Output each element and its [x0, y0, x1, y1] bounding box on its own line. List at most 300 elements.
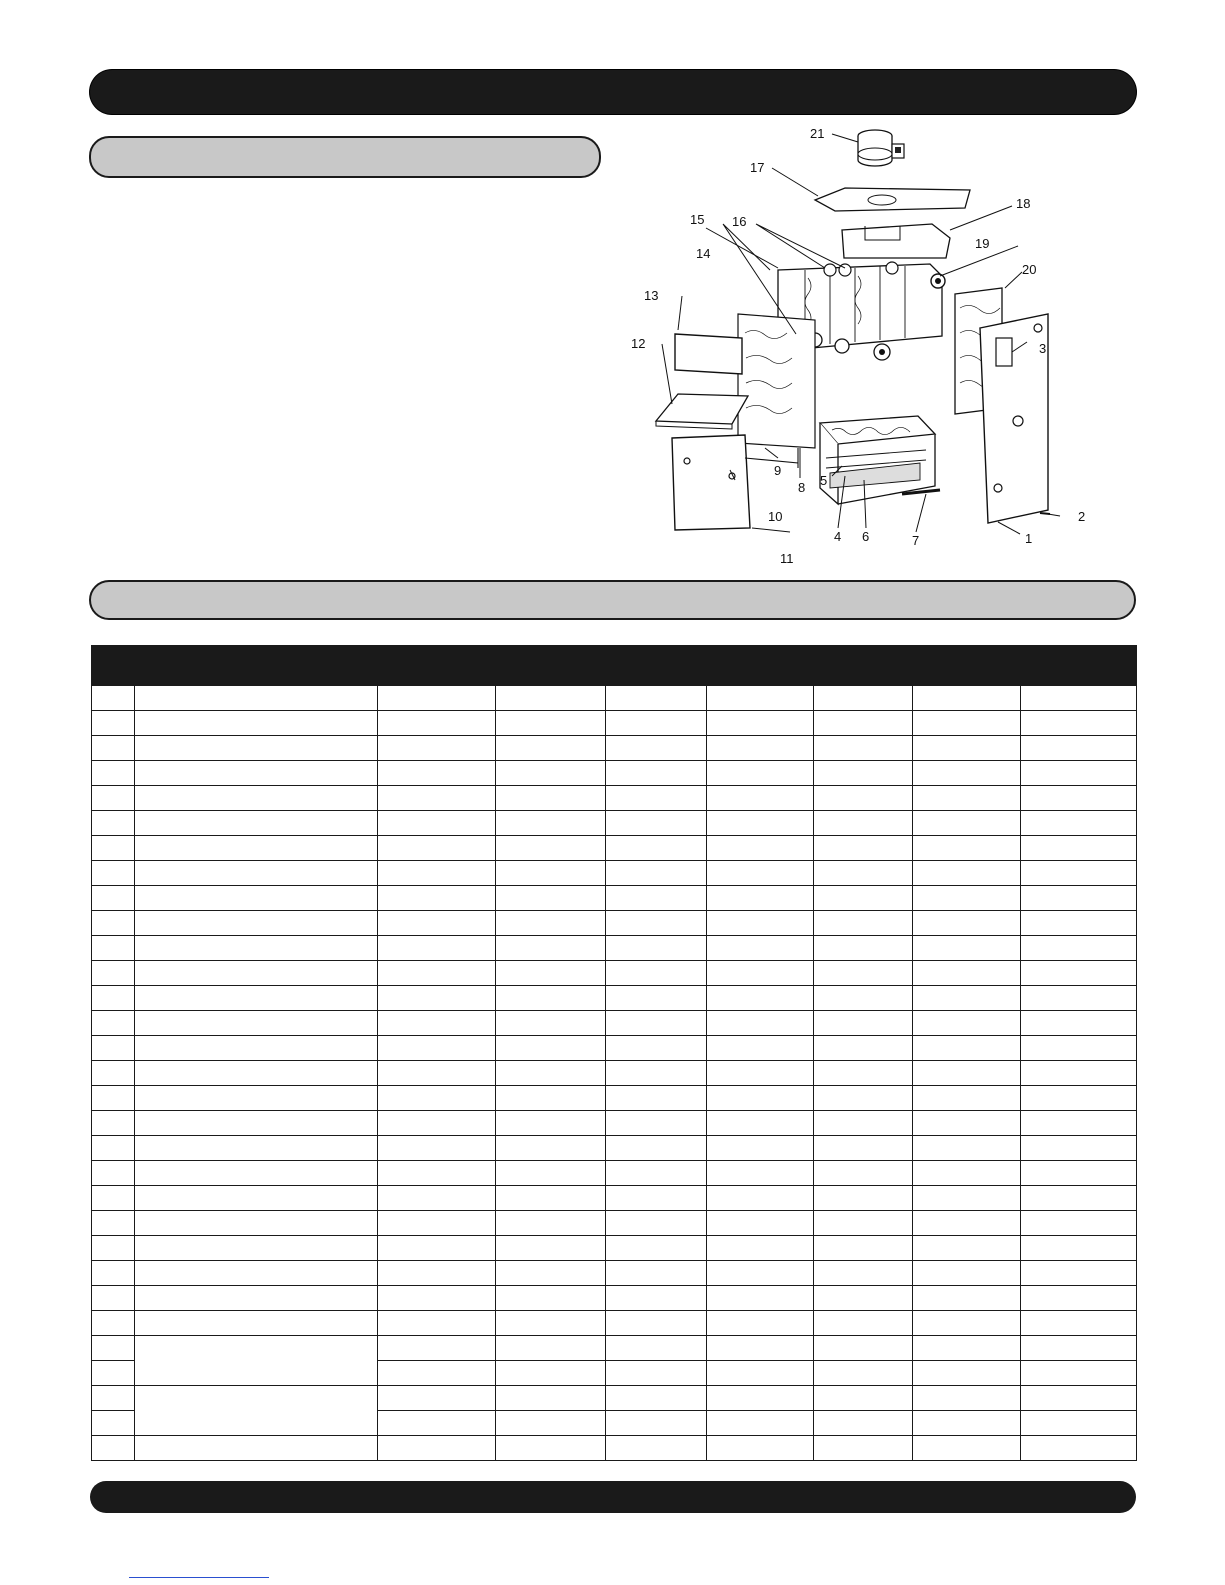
table-cell: [135, 911, 378, 936]
table-cell: [707, 1111, 814, 1136]
table-cell: [707, 961, 814, 986]
table-cell: [135, 1336, 378, 1386]
callout-10: 10: [768, 509, 783, 524]
table-cell: [135, 1086, 378, 1111]
table-cell: [707, 761, 814, 786]
table-cell: [606, 1061, 707, 1086]
table-cell: [606, 736, 707, 761]
table-cell: [707, 1336, 814, 1361]
table-cell: [1021, 1311, 1137, 1336]
table-cell: [496, 761, 606, 786]
table-cell: [135, 1386, 378, 1436]
table-cell: [1021, 1186, 1137, 1211]
table-cell: [496, 836, 606, 861]
table-cell: [378, 1111, 496, 1136]
table-cell: [913, 1236, 1021, 1261]
table-cell: [496, 986, 606, 1011]
table-cell: [378, 1211, 496, 1236]
table-cell: [814, 1436, 913, 1461]
table-cell: [1021, 1361, 1137, 1386]
table-cell: [913, 786, 1021, 811]
table-cell: [135, 1136, 378, 1161]
table-cell: [913, 1086, 1021, 1111]
column-header: [707, 646, 814, 686]
table-cell: [913, 936, 1021, 961]
table-cell: [1021, 736, 1137, 761]
table-cell: [378, 736, 496, 761]
table-cell: [92, 911, 135, 936]
table-cell: [135, 1061, 378, 1086]
table-cell: [378, 836, 496, 861]
table-cell: [92, 786, 135, 811]
column-header: [814, 646, 913, 686]
table-cell: [913, 1011, 1021, 1036]
table-row: [92, 1286, 1137, 1311]
table-cell: [606, 811, 707, 836]
table-cell: [606, 1361, 707, 1386]
callout-7: 7: [912, 533, 920, 548]
callout-17: 17: [750, 160, 765, 175]
table-row: [92, 786, 1137, 811]
table-cell: [606, 961, 707, 986]
table-cell: [707, 811, 814, 836]
table-cell: [378, 1236, 496, 1261]
table-cell: [135, 786, 378, 811]
table-cell: [913, 1186, 1021, 1211]
callout-11: 11: [780, 551, 794, 566]
table-cell: [92, 986, 135, 1011]
table-row: [92, 886, 1137, 911]
table-cell: [606, 1111, 707, 1136]
table-cell: [606, 1386, 707, 1411]
table-cell: [913, 911, 1021, 936]
table-cell: [92, 886, 135, 911]
table-cell: [135, 1436, 378, 1461]
table-cell: [496, 1211, 606, 1236]
table-cell: [814, 1361, 913, 1386]
table-cell: [707, 736, 814, 761]
table-cell: [606, 686, 707, 711]
table-cell: [135, 1036, 378, 1061]
table-cell: [913, 1136, 1021, 1161]
callout-16: 16: [732, 214, 747, 229]
table-cell: [92, 861, 135, 886]
table-cell: [496, 1086, 606, 1111]
table-cell: [135, 711, 378, 736]
table-cell: [92, 811, 135, 836]
table-cell: [814, 1161, 913, 1186]
table-cell: [707, 1236, 814, 1261]
column-header: [135, 646, 378, 686]
table-row: [92, 1111, 1137, 1136]
table-cell: [606, 836, 707, 861]
table-cell: [378, 761, 496, 786]
section-header-parts: [89, 580, 1136, 620]
table-cell: [606, 711, 707, 736]
table-cell: [913, 861, 1021, 886]
table-row: [92, 1311, 1137, 1336]
table-cell: [913, 1361, 1021, 1386]
table-cell: [606, 911, 707, 936]
table-cell: [814, 1286, 913, 1311]
table-cell: [1021, 1236, 1137, 1261]
table-cell: [135, 836, 378, 861]
table-cell: [1021, 1061, 1137, 1086]
table-cell: [92, 1261, 135, 1286]
table-cell: [707, 1036, 814, 1061]
table-cell: [92, 1436, 135, 1461]
table-cell: [92, 936, 135, 961]
table-cell: [606, 1236, 707, 1261]
table-cell: [378, 986, 496, 1011]
table-cell: [1021, 986, 1137, 1011]
table-cell: [92, 836, 135, 861]
table-cell: [814, 1336, 913, 1361]
flue-hood-part: [842, 224, 950, 258]
table-cell: [606, 936, 707, 961]
table-cell: [496, 1361, 606, 1386]
table-cell: [135, 1186, 378, 1211]
header-bar: [90, 70, 1136, 114]
table-row: [92, 711, 1137, 736]
table-cell: [1021, 1086, 1137, 1111]
table-cell: [1021, 761, 1137, 786]
table-cell: [496, 786, 606, 811]
table-cell: [814, 1261, 913, 1286]
base-leg-part: [745, 448, 798, 468]
table-cell: [135, 736, 378, 761]
burner-base-part: [820, 416, 935, 504]
table-cell: [913, 961, 1021, 986]
table-cell: [913, 711, 1021, 736]
table-cell: [92, 711, 135, 736]
table-cell: [92, 1036, 135, 1061]
table-row: [92, 1061, 1137, 1086]
table-cell: [913, 1311, 1021, 1336]
front-door-part: [672, 435, 750, 530]
table-cell: [378, 1261, 496, 1286]
table-cell: [913, 1286, 1021, 1311]
table-cell: [92, 1086, 135, 1111]
table-cell: [1021, 1161, 1137, 1186]
table-cell: [378, 686, 496, 711]
callout-6: 6: [862, 529, 870, 544]
callout-15: 15: [690, 212, 705, 227]
table-cell: [707, 1011, 814, 1036]
table-cell: [1021, 711, 1137, 736]
table-cell: [1021, 1411, 1137, 1436]
table-row: [92, 1136, 1137, 1161]
table-cell: [707, 1286, 814, 1311]
table-cell: [1021, 936, 1137, 961]
table-cell: [496, 1286, 606, 1311]
callout-5: 5: [820, 473, 828, 488]
table-cell: [92, 1286, 135, 1311]
table-cell: [1021, 1036, 1137, 1061]
table-row: [92, 986, 1137, 1011]
table-cell: [606, 1261, 707, 1286]
table-cell: [496, 936, 606, 961]
table-cell: [707, 1186, 814, 1211]
table-cell: [707, 836, 814, 861]
table-cell: [135, 1236, 378, 1261]
table-cell: [378, 961, 496, 986]
table-cell: [496, 1411, 606, 1436]
table-row: [92, 836, 1137, 861]
table-cell: [814, 1186, 913, 1211]
table-cell: [1021, 811, 1137, 836]
table-cell: [1021, 836, 1137, 861]
table-row: [92, 1036, 1137, 1061]
table-cell: [135, 961, 378, 986]
table-cell: [135, 1111, 378, 1136]
table-cell: [814, 1236, 913, 1261]
table-cell: [707, 1386, 814, 1411]
table-cell: [913, 761, 1021, 786]
table-cell: [378, 1161, 496, 1186]
table-cell: [496, 886, 606, 911]
table-row: [92, 1186, 1137, 1211]
callout-18: 18: [1016, 196, 1031, 211]
table-cell: [1021, 1336, 1137, 1361]
callout-20: 20: [1022, 262, 1037, 277]
table-row: [92, 1386, 1137, 1411]
table-cell: [135, 1161, 378, 1186]
table-row: [92, 936, 1137, 961]
table-cell: [378, 1386, 496, 1411]
table-cell: [913, 1436, 1021, 1461]
table-cell: [1021, 961, 1137, 986]
flue-collar-part: [858, 130, 904, 166]
table-cell: [913, 1061, 1021, 1086]
parts-list-table: [91, 645, 1137, 1461]
table-row: [92, 961, 1137, 986]
table-cell: [814, 1086, 913, 1111]
table-cell: [707, 1361, 814, 1386]
table-cell: [135, 761, 378, 786]
column-header: [92, 646, 135, 686]
control-panel-part: [656, 334, 748, 429]
table-cell: [135, 1311, 378, 1336]
table-cell: [814, 961, 913, 986]
table-cell: [378, 936, 496, 961]
table-cell: [496, 1011, 606, 1036]
table-cell: [913, 1161, 1021, 1186]
column-header: [378, 646, 496, 686]
table-cell: [496, 1136, 606, 1161]
table-cell: [814, 1011, 913, 1036]
table-cell: [606, 1136, 707, 1161]
table-cell: [707, 861, 814, 886]
table-cell: [1021, 1211, 1137, 1236]
table-cell: [92, 1236, 135, 1261]
table-cell: [814, 711, 913, 736]
table-cell: [496, 911, 606, 936]
table-cell: [707, 1261, 814, 1286]
table-cell: [606, 786, 707, 811]
table-cell: [496, 686, 606, 711]
table-cell: [496, 1386, 606, 1411]
table-cell: [814, 1211, 913, 1236]
table-cell: [606, 1011, 707, 1036]
callout-1: 1: [1025, 531, 1033, 546]
table-cell: [606, 1336, 707, 1361]
table-cell: [92, 1411, 135, 1436]
table-cell: [496, 811, 606, 836]
exploded-parts-diagram: [620, 118, 1130, 578]
table-cell: [135, 936, 378, 961]
table-cell: [606, 761, 707, 786]
table-cell: [707, 886, 814, 911]
table-cell: [707, 1436, 814, 1461]
table-cell: [135, 1011, 378, 1036]
table-cell: [913, 1336, 1021, 1361]
table-cell: [92, 1111, 135, 1136]
table-cell: [378, 1411, 496, 1436]
table-cell: [1021, 686, 1137, 711]
callout-4: 4: [834, 529, 842, 544]
column-header: [496, 646, 606, 686]
table-cell: [92, 1211, 135, 1236]
table-cell: [913, 1386, 1021, 1411]
table-cell: [92, 686, 135, 711]
column-header: [1021, 646, 1137, 686]
table-cell: [606, 1311, 707, 1336]
table-cell: [92, 961, 135, 986]
table-cell: [606, 1411, 707, 1436]
table-cell: [378, 786, 496, 811]
callout-12: 12: [631, 336, 646, 351]
table-cell: [1021, 911, 1137, 936]
table-row: [92, 1436, 1137, 1461]
link-underline[interactable]: [129, 1577, 269, 1578]
table-cell: [378, 861, 496, 886]
table-cell: [378, 811, 496, 836]
table-cell: [135, 1211, 378, 1236]
table-cell: [606, 1161, 707, 1186]
table-cell: [378, 911, 496, 936]
table-cell: [92, 761, 135, 786]
table-cell: [606, 1186, 707, 1211]
table-cell: [92, 1061, 135, 1086]
table-cell: [378, 1186, 496, 1211]
table-cell: [496, 1036, 606, 1061]
table-cell: [496, 736, 606, 761]
table-cell: [913, 886, 1021, 911]
table-cell: [496, 711, 606, 736]
table-cell: [378, 1061, 496, 1086]
table-cell: [378, 1086, 496, 1111]
table-cell: [606, 886, 707, 911]
table-cell: [913, 811, 1021, 836]
table-cell: [814, 1061, 913, 1086]
top-plate-part: [815, 188, 970, 211]
table-cell: [913, 1261, 1021, 1286]
parts-table-body: [92, 686, 1137, 1461]
column-header: [606, 646, 707, 686]
table-cell: [1021, 1436, 1137, 1461]
table-cell: [913, 736, 1021, 761]
table-cell: [1021, 1136, 1137, 1161]
callout-14: 14: [696, 246, 711, 261]
table-cell: [1021, 861, 1137, 886]
table-cell: [913, 1036, 1021, 1061]
table-cell: [814, 1136, 913, 1161]
table-cell: [378, 1011, 496, 1036]
table-cell: [1021, 1386, 1137, 1411]
table-cell: [378, 1361, 496, 1386]
table-cell: [707, 986, 814, 1011]
table-row: [92, 686, 1137, 711]
table-cell: [496, 1261, 606, 1286]
table-cell: [496, 1061, 606, 1086]
table-cell: [814, 811, 913, 836]
callout-3: 3: [1039, 341, 1047, 356]
table-cell: [707, 1086, 814, 1111]
column-header: [913, 646, 1021, 686]
table-cell: [814, 1111, 913, 1136]
table-cell: [707, 1411, 814, 1436]
table-row: [92, 811, 1137, 836]
table-cell: [913, 836, 1021, 861]
table-cell: [378, 886, 496, 911]
table-cell: [92, 736, 135, 761]
table-cell: [814, 1311, 913, 1336]
section-header-diagram: [89, 136, 601, 178]
table-cell: [814, 1411, 913, 1436]
table-cell: [92, 1011, 135, 1036]
table-cell: [92, 1311, 135, 1336]
table-cell: [1021, 886, 1137, 911]
table-cell: [135, 1286, 378, 1311]
table-cell: [814, 1386, 913, 1411]
table-cell: [814, 936, 913, 961]
callout-8: 8: [798, 480, 806, 495]
table-row: [92, 1261, 1137, 1286]
table-cell: [496, 1236, 606, 1261]
table-cell: [1021, 1011, 1137, 1036]
table-cell: [496, 1186, 606, 1211]
table-cell: [378, 1436, 496, 1461]
table-cell: [1021, 1286, 1137, 1311]
table-cell: [378, 1336, 496, 1361]
footer-bar: [90, 1481, 1136, 1513]
table-row: [92, 761, 1137, 786]
table-cell: [707, 936, 814, 961]
table-cell: [707, 711, 814, 736]
callout-21: 21: [810, 126, 825, 141]
table-cell: [1021, 1261, 1137, 1286]
table-cell: [913, 986, 1021, 1011]
table-cell: [707, 1211, 814, 1236]
callout-19: 19: [975, 236, 990, 251]
table-cell: [496, 1161, 606, 1186]
table-row: [92, 1161, 1137, 1186]
table-row: [92, 736, 1137, 761]
table-cell: [135, 686, 378, 711]
table-cell: [92, 1386, 135, 1411]
table-cell: [496, 1436, 606, 1461]
table-cell: [707, 786, 814, 811]
table-cell: [135, 811, 378, 836]
table-cell: [707, 1161, 814, 1186]
table-cell: [707, 1311, 814, 1336]
table-cell: [707, 686, 814, 711]
table-cell: [92, 1161, 135, 1186]
table-cell: [814, 761, 913, 786]
table-cell: [606, 1211, 707, 1236]
table-cell: [135, 986, 378, 1011]
